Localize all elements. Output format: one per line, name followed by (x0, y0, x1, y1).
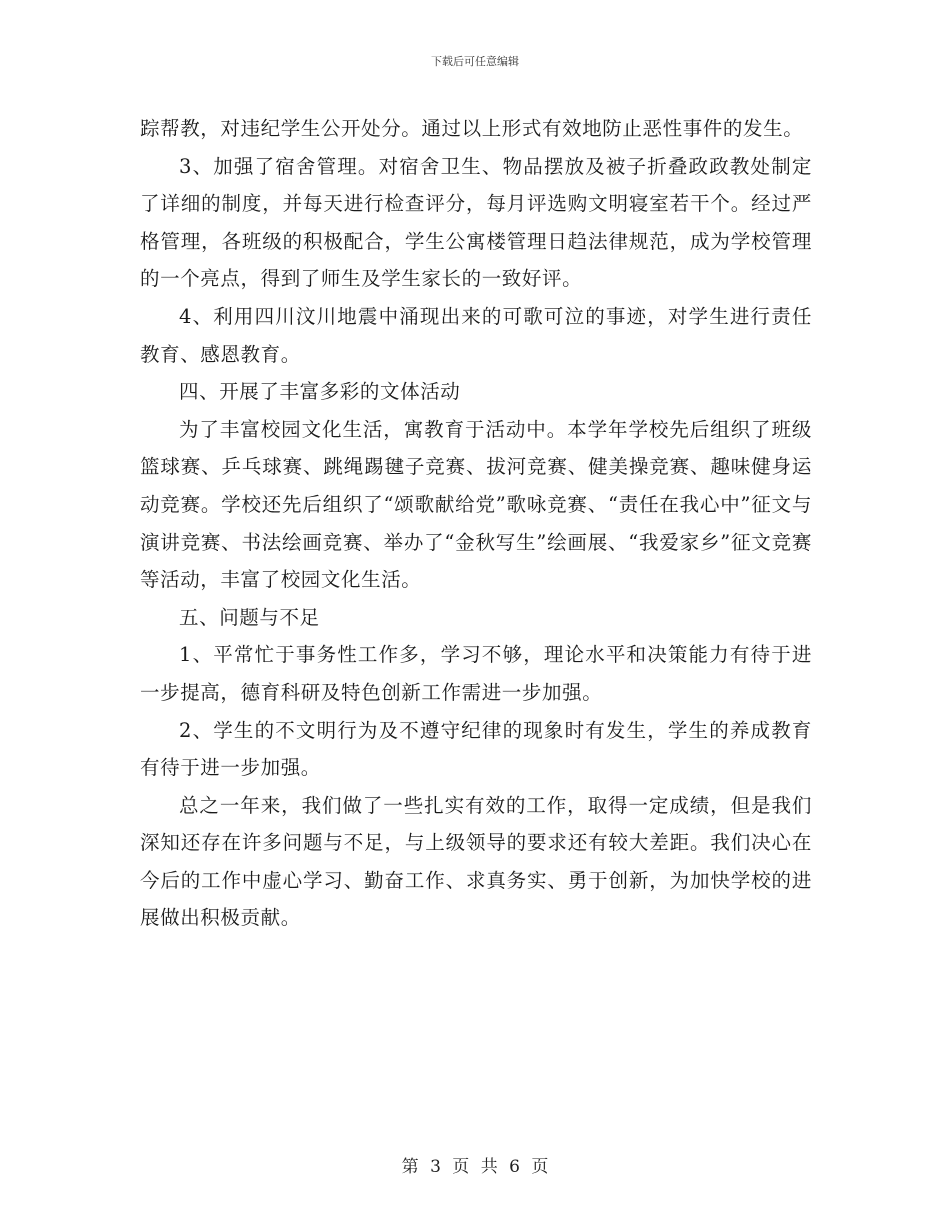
paragraph-dormitory-management: 3、加强了宿舍管理。对宿舍卫生、物品摆放及被子折叠政政教处制定了详细的制度，并每天进行检查评分，每月评选购文明寝室若干个。经过严格管理，各班级的积极配合，学生公寓楼管理日趋法律规范，成为学校管理的一个亮点，得到了师生及学生家长的一致好评。 (140, 154, 812, 291)
paragraph-activities: 为了丰富校园文化生活，寓教育于活动中。本学年学校先后组织了班级篮球赛、乒乓球赛、跳绳踢毽子竞赛、拔河竞赛、健美操竞赛、趣味健身运动竞赛。学校还先后组织了“颂歌献给党”歌咏竞赛、“责任在我心中”征文与演讲竞赛、书法绘画竞赛、举办了“金秋写生”绘画展、“我爱家乡”征文竞赛等活动，丰富了校园文化生活。 (140, 417, 812, 592)
paragraph-continuation: 踪帮教，对违纪学生公开处分。通过以上形式有效地防止恶性事件的发生。 (140, 117, 804, 140)
section-heading-problems: 五、问题与不足 (179, 605, 320, 629)
document-body (140, 110, 812, 937)
section-heading-activities: 四、开展了丰富多彩的文体活动 (179, 380, 461, 404)
paragraph-problem-1: 1、平常忙于事务性工作多，学习不够，理论水平和决策能力有待于进一步提高，德育科研及特色创新工作需进一步加强。 (140, 643, 812, 704)
page-number-footer: 第 3 页 共 6 页 (401, 1157, 549, 1177)
page-header: 下载后可任意编辑 (431, 55, 519, 68)
paragraph-summary: 总之一年来，我们做了一些扎实有效的工作，取得一定成绩，但是我们深知还存在许多问题与不足，与上级领导的要求还有较大差距。我们决心在今后的工作中虚心学习、勤奋工作、求真务实、勇于创新，为加快学校的进展做出积极贡献。 (140, 793, 812, 930)
paragraph-earthquake-education: 4、利用四川汶川地震中涌现出来的可歌可泣的事迹，对学生进行责任教育、感恩教育。 (140, 304, 812, 366)
paragraph-problem-2: 2、学生的不文明行为及不遵守纪律的现象时有发生，学生的养成教育有待于进一步加强。 (140, 718, 812, 780)
